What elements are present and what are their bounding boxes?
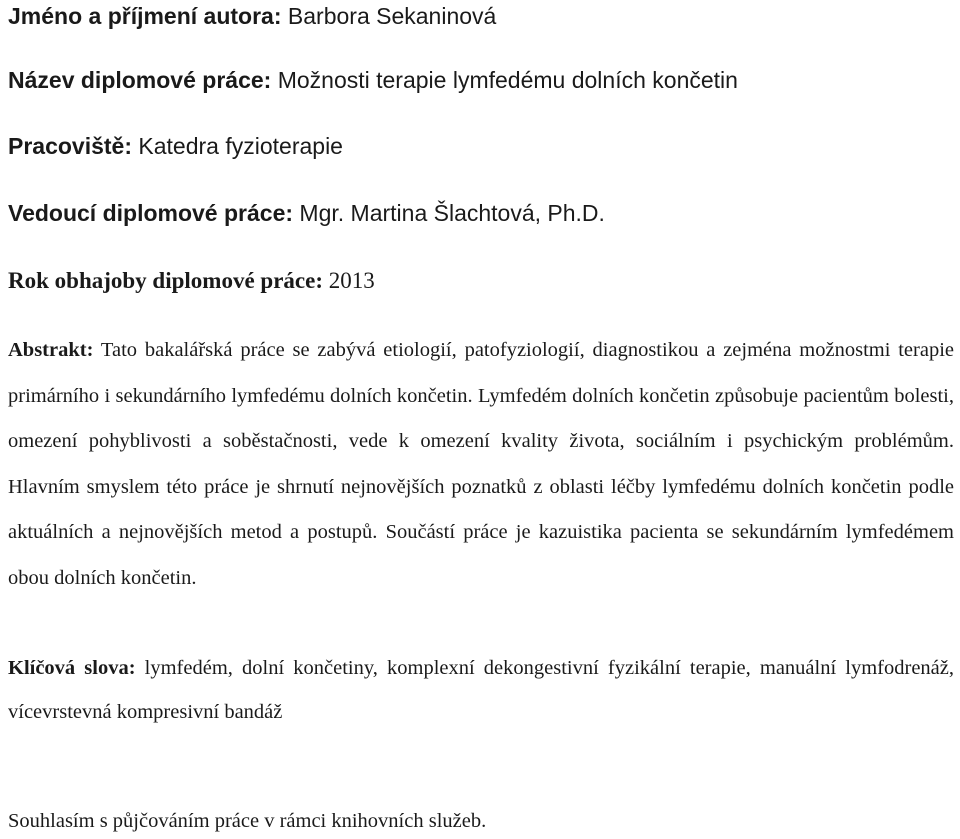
keywords-text: lymfedém, dolní končetiny, komplexní dekongestivní fyzikální terapie, manuální lymfodrenáž, vícevrstevná kompresivní bandáž xyxy=(8,657,954,723)
abstract-label: Abstrakt: xyxy=(8,339,94,361)
author-label: Jméno a příjmení autora: xyxy=(8,3,282,29)
supervisor-line xyxy=(8,199,605,227)
defense-year-line xyxy=(8,267,375,295)
library-consent-statement: Souhlasím s půjčováním práce v rámci knihovních služeb. xyxy=(8,810,487,832)
workplace-label: Pracoviště: xyxy=(8,133,133,159)
thesis-title-label: Název diplomové práce: xyxy=(8,67,272,93)
abstract-paragraph xyxy=(8,328,954,602)
defense-year-label: Rok obhajoby diplomové práce: xyxy=(8,268,323,293)
keywords-paragraph xyxy=(8,646,954,734)
workplace-line xyxy=(8,132,343,160)
thesis-title-value: Možnosti terapie lymfedému dolních končetin xyxy=(277,67,738,93)
workplace-value: Katedra fyzioterapie xyxy=(138,133,343,159)
supervisor-label: Vedoucí diplomové práce: xyxy=(8,200,294,226)
defense-year-value: 2013 xyxy=(328,268,375,293)
keywords-label: Klíčová slova: xyxy=(8,657,136,679)
supervisor-value: Mgr. Martina Šlachtová, Ph.D. xyxy=(299,200,605,226)
thesis-title-line xyxy=(8,66,738,94)
author-line xyxy=(8,2,496,30)
abstract-text: Tato bakalářská práce se zabývá etiologií, patofyziologií, diagnostikou a zejména možnostmi terapie primárního i sekundárního lymfedému dolních končetin. Lymfedém dolních končetin způsobuje pacientům bolesti, omezení pohyblivosti a soběstačnosti, vede k omezení kvality života, sociálním i psychickým problémům. Hlavním smyslem této práce je shrnutí nejnovějších poznatků z oblasti léčby lymfedému dolních končetin podle aktuálních a nejnovějších metod a postupů. Součástí práce je kazuistika pacienta se sekundárním lymfedémem obou dolních končetin. xyxy=(8,339,954,589)
author-value: Barbora Sekaninová xyxy=(287,3,497,29)
